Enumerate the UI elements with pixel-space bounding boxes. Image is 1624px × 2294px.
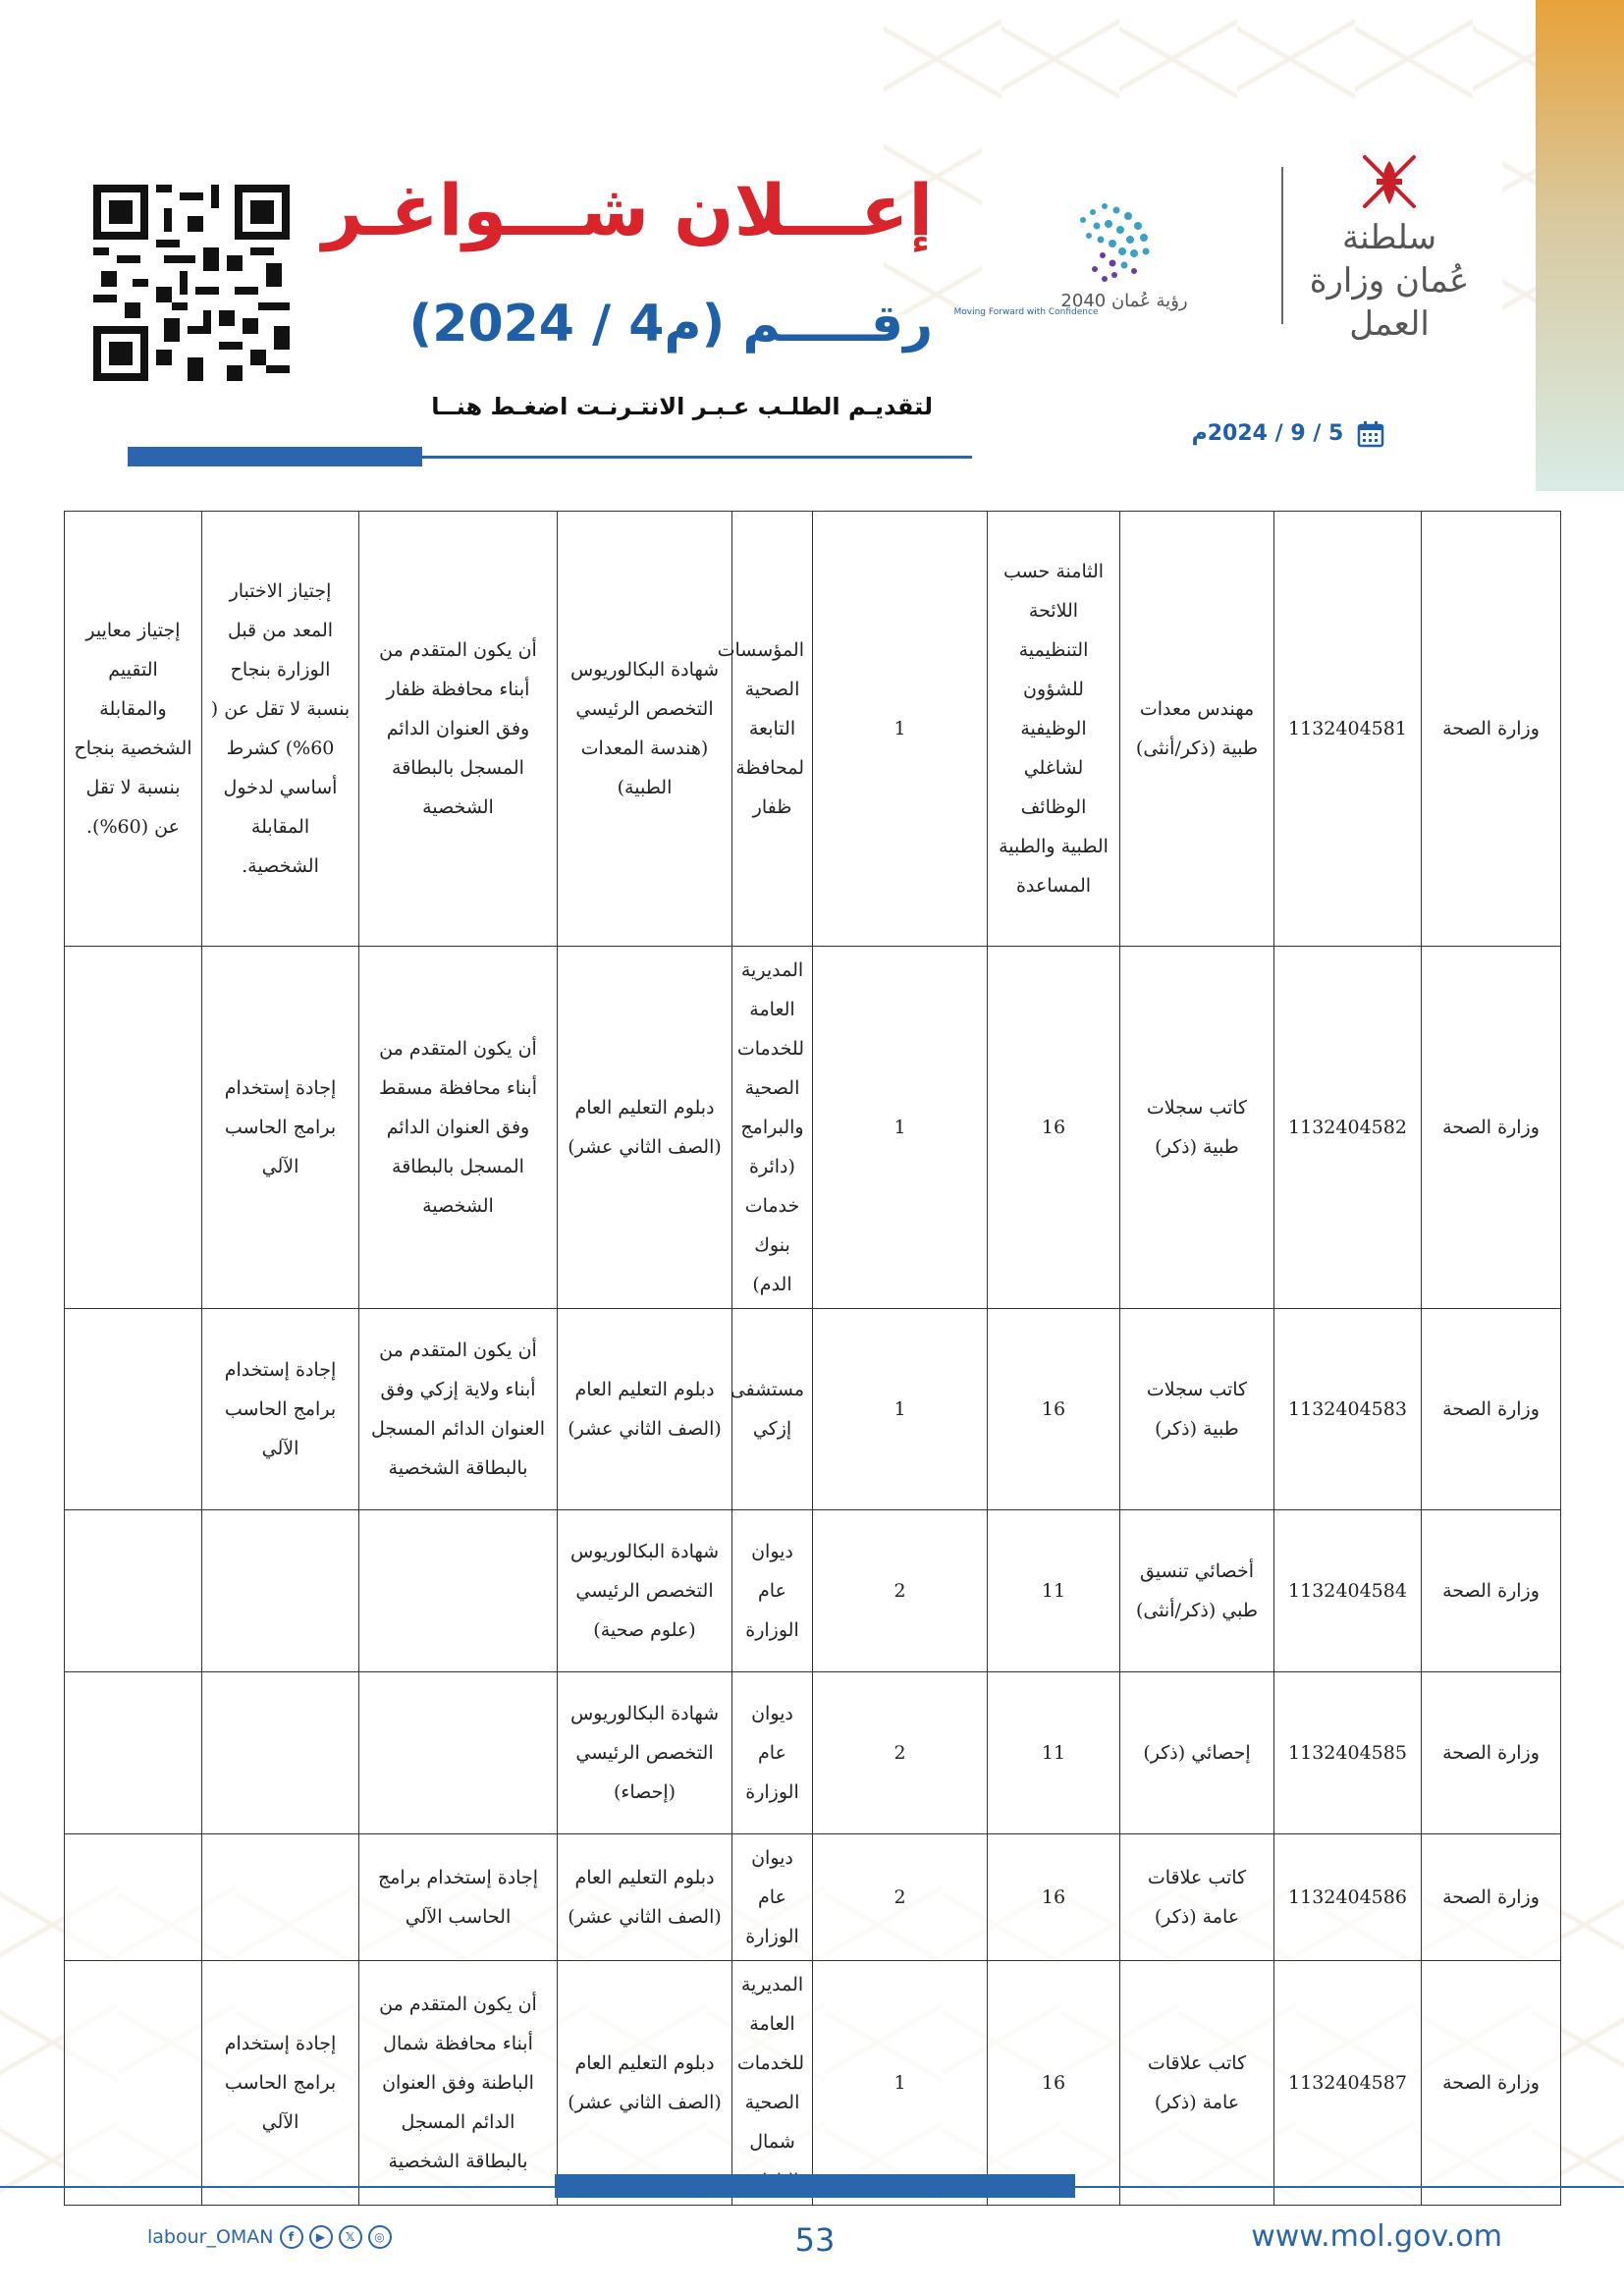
cell-condition <box>359 1510 558 1672</box>
cell-title: إحصائي (ذكر) <box>1120 1672 1274 1834</box>
website-link[interactable]: www.mol.gov.om <box>1251 2219 1502 2254</box>
table-row <box>65 1309 1561 1510</box>
cell-notes <box>65 1510 202 1672</box>
cell-ministry: وزارة الصحة <box>1422 1510 1561 1672</box>
cell-count: 1 <box>813 1309 988 1510</box>
page-title: إعـــلان شـــواغـر <box>322 169 933 251</box>
cell-condition: أن يكون المتقدم من أبناء ولاية إزكي وفق العنوان الدائم المسجل بالبطاقة الشخصية <box>359 1309 558 1510</box>
cell-notes <box>65 1961 202 2206</box>
cell-location: المديرية العامة للخدمات الصحية شمال <box>732 1961 813 2206</box>
cell-requirement <box>202 1672 359 1834</box>
cell-code: 1132404584 <box>1274 1510 1422 1672</box>
cell-ministry: وزارة الصحة <box>1422 1672 1561 1834</box>
table-row <box>65 1510 1561 1672</box>
table-row <box>65 947 1561 1309</box>
calendar-icon <box>1357 420 1384 448</box>
cell-condition: أن يكون المتقدم من أبناء محافظة شمال الباطنة وفق العنوان الدائم المسجل بالبطاقة الشخصية <box>359 1961 558 2206</box>
footer-bar <box>555 2174 1075 2198</box>
cell-location: ديوان عام الوزارة <box>732 1834 813 1961</box>
cell-title: كاتب علاقات عامة (ذكر) <box>1120 1961 1274 2206</box>
cell-requirement: إجادة إستخدام برامج الحاسب الآلي <box>202 947 359 1309</box>
facebook-icon[interactable]: f <box>280 2225 303 2249</box>
header-divider-accent <box>128 447 422 466</box>
cell-ministry: وزارة الصحة <box>1422 947 1561 1309</box>
cell-notes <box>65 1672 202 1834</box>
cell-count: 1 <box>813 947 988 1309</box>
announcement-number: رقـــــم (م4 / 2024) <box>408 295 933 354</box>
cell-grade: 11 <box>988 1672 1120 1834</box>
cell-title: أخصائي تنسيق طبي (ذكر/أنثى) <box>1120 1510 1274 1672</box>
qr-code[interactable] <box>93 185 290 381</box>
cell-location: المؤسسات الصحية التابعة لمحافظة ظفار <box>732 512 813 947</box>
cell-qualification: دبلوم التعليم العام (الصف الثاني عشر) <box>558 1961 732 2206</box>
cell-location: ديوان عام الوزارة <box>732 1510 813 1672</box>
cell-title: كاتب سجلات طبية (ذكر) <box>1120 1309 1274 1510</box>
table-row <box>65 1961 1561 2206</box>
svg-text:Moving Forward with Confidence: Moving Forward with Confidence <box>953 307 1099 317</box>
cell-title: كاتب سجلات طبية (ذكر) <box>1120 947 1274 1309</box>
announcement-date <box>1159 420 1384 448</box>
oman-emblem-icon <box>1355 147 1424 216</box>
table-row <box>65 1834 1561 1961</box>
cell-requirement <box>202 1834 359 1961</box>
date-text: 5 / 9 / 2024م <box>1191 421 1344 446</box>
cell-condition: أن يكون المتقدم من أبناء محافظة مسقط وفق العنوان الدائم المسجل بالبطاقة الشخصية <box>359 947 558 1309</box>
apply-online-link[interactable]: لتقديـم الطلـب عـبـر الانتـرنـت اضغـط هنــا <box>431 393 933 420</box>
cell-location: مستشفى إزكي <box>732 1309 813 1510</box>
cell-grade: 16 <box>988 947 1120 1309</box>
side-color-bar <box>1536 0 1624 491</box>
cell-qualification: شهادة البكالوريوس التخصص الرئيسي (علوم صحية) <box>558 1510 732 1672</box>
logo-divider <box>1281 167 1283 324</box>
cell-count: 2 <box>813 1672 988 1834</box>
cell-condition: أن يكون المتقدم من أبناء محافظة ظفار وفق العنوان الدائم المسجل بالبطاقة الشخصية <box>359 512 558 947</box>
cell-qualification: دبلوم التعليم العام (الصف الثاني عشر) <box>558 1834 732 1961</box>
instagram-icon[interactable]: ◎ <box>368 2225 392 2249</box>
cell-condition <box>359 1672 558 1834</box>
cell-code: 1132404587 <box>1274 1961 1422 2206</box>
cell-grade: الثامنة حسب اللائحة التنظيمية للشؤون الوظيفية لشاغلي الوظائف الطبية والطبية المساعدة <box>988 512 1120 947</box>
vacancies-table <box>64 511 1561 2206</box>
cell-title: مهندس معدات طبية (ذكر/أنثى) <box>1120 512 1274 947</box>
cell-code: 1132404583 <box>1274 1309 1422 1510</box>
cell-location: المديرية العامة للخدمات الصحية والبرامج (دائرة خدمات بنوك الدم) <box>732 947 813 1309</box>
ministry-logo <box>1301 147 1478 344</box>
table-row <box>65 512 1561 947</box>
cell-requirement <box>202 1510 359 1672</box>
cell-qualification: دبلوم التعليم العام (الصف الثاني عشر) <box>558 947 732 1309</box>
cell-ministry: وزارة الصحة <box>1422 1961 1561 2206</box>
cell-location: ديوان عام الوزارة <box>732 1672 813 1834</box>
cell-code: 1132404586 <box>1274 1834 1422 1961</box>
cell-count: 2 <box>813 1510 988 1672</box>
svg-text:رؤية عُمان 2040: رؤية عُمان 2040 <box>1060 291 1188 311</box>
page-number: 53 <box>794 2221 836 2259</box>
cell-notes <box>65 1309 202 1510</box>
cell-qualification: شهادة البكالوريوس التخصص الرئيسي (هندسة المعدات الطبية) <box>558 512 732 947</box>
oman-vision-logo <box>953 177 1232 324</box>
cell-count: 1 <box>813 512 988 947</box>
cell-count: 1 <box>813 1961 988 2206</box>
table-row <box>65 1672 1561 1834</box>
cell-qualification: دبلوم التعليم العام (الصف الثاني عشر) <box>558 1309 732 1510</box>
youtube-icon[interactable]: ▶ <box>309 2225 333 2249</box>
cell-notes <box>65 947 202 1309</box>
cell-requirement: إجادة إستخدام برامج الحاسب الآلي <box>202 1961 359 2206</box>
cell-condition: إجادة إستخدام برامج الحاسب الآلي <box>359 1834 558 1961</box>
x-icon[interactable]: 𝕏 <box>339 2225 362 2249</box>
cell-ministry: وزارة الصحة <box>1422 1834 1561 1961</box>
cell-requirement: إجادة إستخدام برامج الحاسب الآلي <box>202 1309 359 1510</box>
cell-grade: 16 <box>988 1961 1120 2206</box>
cell-title: كاتب علاقات عامة (ذكر) <box>1120 1834 1274 1961</box>
cell-qualification: شهادة البكالوريوس التخصص الرئيسي (إحصاء) <box>558 1672 732 1834</box>
cell-grade: 11 <box>988 1510 1120 1672</box>
cell-ministry: وزارة الصحة <box>1422 1309 1561 1510</box>
cell-requirement: إجتياز الاختبار المعد من قبل الوزارة بنجاح بنسبة لا تقل عن ( 60%) كشرط أساسي لدخول المقابلة الشخصية. <box>202 512 359 947</box>
logo-block <box>953 147 1478 344</box>
cell-code: 1132404581 <box>1274 512 1422 947</box>
cell-grade: 16 <box>988 1309 1120 1510</box>
cell-code: 1132404585 <box>1274 1672 1422 1834</box>
cell-notes <box>65 1834 202 1961</box>
cell-notes: إجتياز معايير التقييم والمقابلة الشخصية بنجاح بنسبة لا تقل عن (60%). <box>65 512 202 947</box>
social-handle[interactable]: labour_OMAN <box>147 2226 274 2248</box>
cell-code: 1132404582 <box>1274 947 1422 1309</box>
cell-ministry: وزارة الصحة <box>1422 512 1561 947</box>
social-links <box>147 2225 471 2249</box>
ministry-name: سلطنة عُمان وزارة العمل <box>1309 218 1470 344</box>
cell-grade: 16 <box>988 1834 1120 1961</box>
cell-count: 2 <box>813 1834 988 1961</box>
